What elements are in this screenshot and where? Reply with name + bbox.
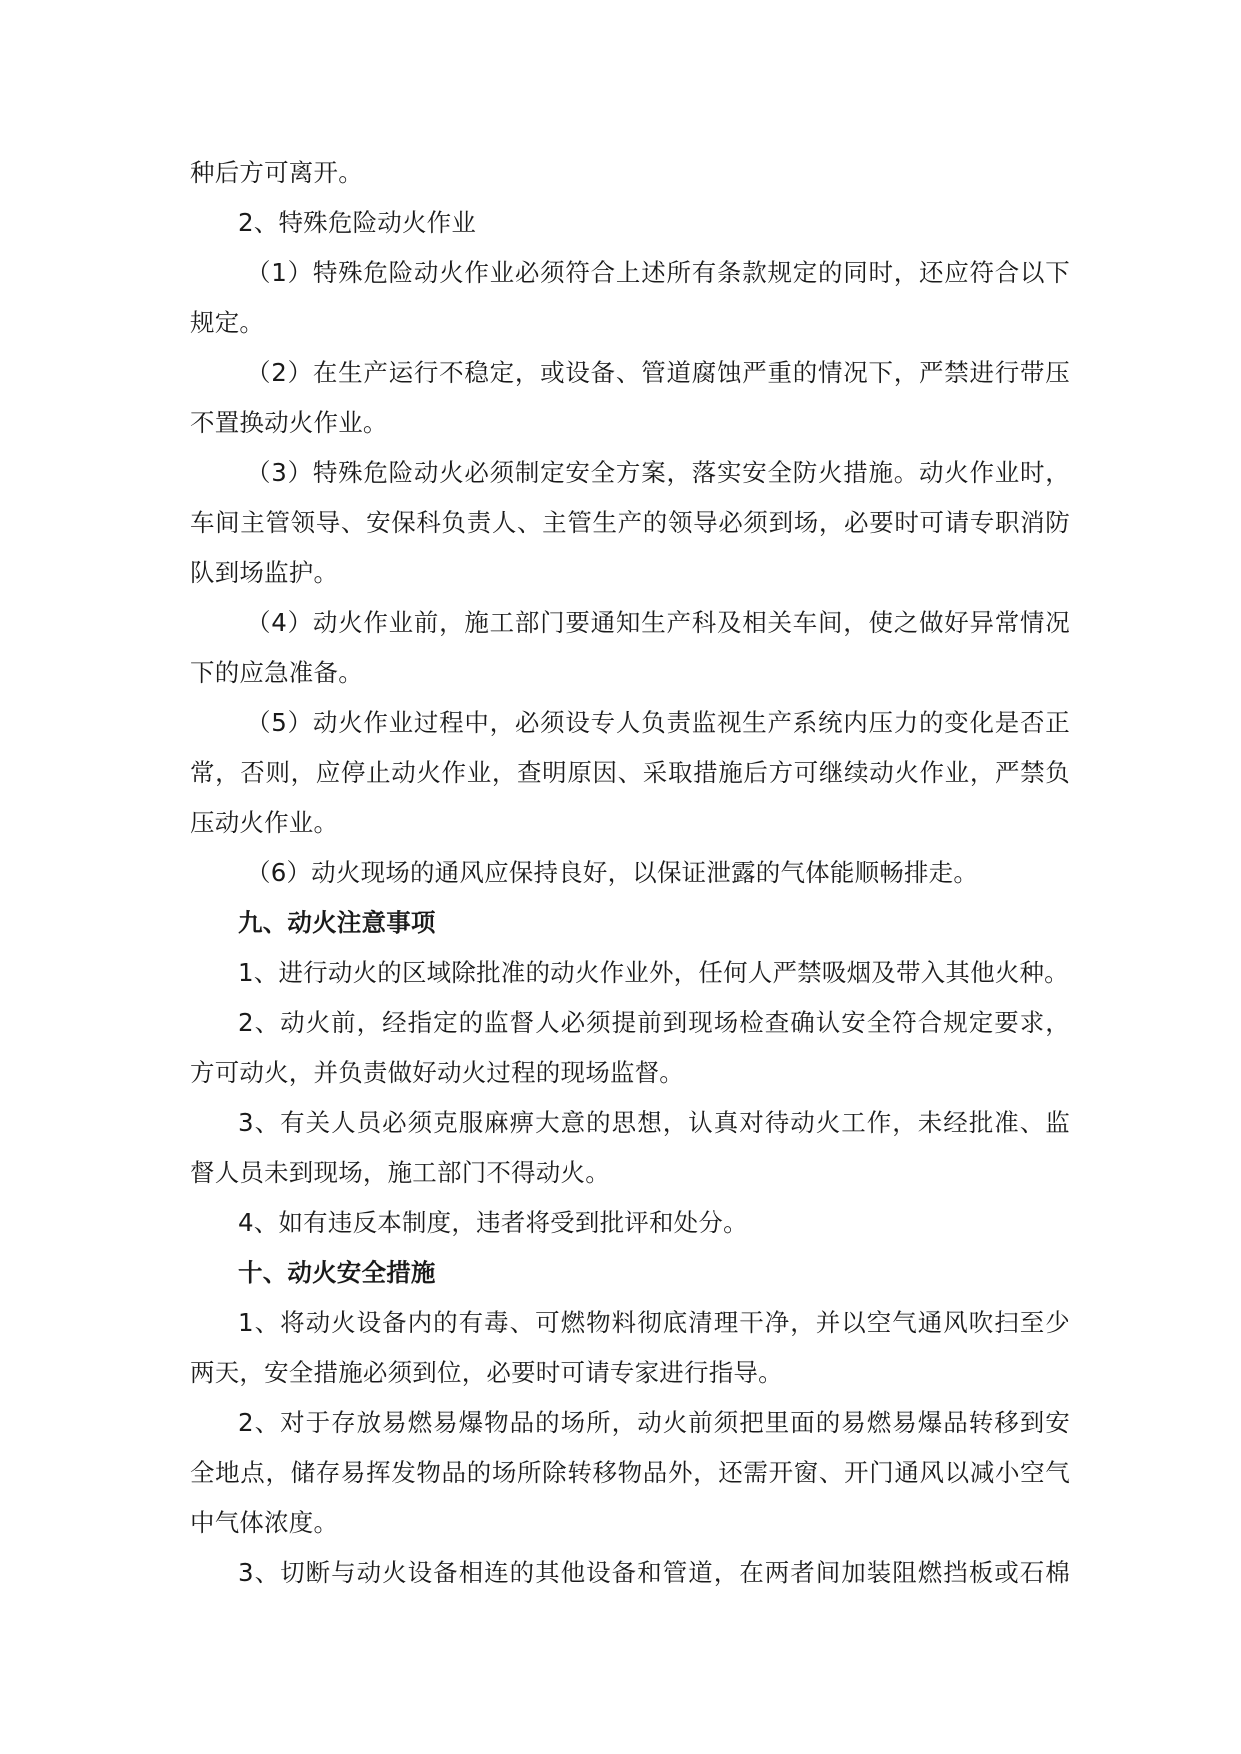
paragraph-line: （6）动火现场的通风应保持良好，以保证泄露的气体能顺畅排走。 — [246, 858, 979, 887]
paragraph-line: 常，否则，应停止动火作业，查明原因、采取措施后方可继续动火作业，严禁负 — [190, 758, 1070, 787]
paragraph-line: 车间主管领导、安保科负责人、主管生产的领导必须到场，必要时可请专职消防 — [190, 508, 1070, 537]
paragraph-line: 规定。 — [190, 308, 265, 337]
paragraph-line: 压动火作业。 — [190, 808, 339, 837]
subsection-heading: 2、特殊危险动火作业 — [238, 208, 477, 237]
paragraph-line: 下的应急准备。 — [190, 658, 363, 687]
continuation-line: 种后方可离开。 — [190, 158, 363, 187]
paragraph-line: 2、动火前，经指定的监督人必须提前到现场检查确认安全符合规定要求， — [238, 1008, 1070, 1037]
paragraph-line: 1、将动火设备内的有毒、可燃物料彻底清理干净，并以空气通风吹扫至少 — [238, 1308, 1070, 1337]
paragraph-line: 2、对于存放易燃易爆物品的场所，动火前须把里面的易燃易爆品转移到安 — [238, 1408, 1070, 1437]
paragraph-line: 1、进行动火的区域除批准的动火作业外，任何人严禁吸烟及带入其他火种。 — [238, 958, 1069, 987]
paragraph-line: 4、如有违反本制度，违者将受到批评和处分。 — [238, 1208, 748, 1237]
paragraph-line: 不置换动火作业。 — [190, 408, 388, 437]
paragraph-line: 3、有关人员必须克服麻痹大意的思想，认真对待动火工作，未经批准、监 — [238, 1108, 1070, 1137]
paragraph-line: 中气体浓度。 — [190, 1508, 339, 1537]
paragraph-line: 督人员未到现场，施工部门不得动火。 — [190, 1158, 610, 1187]
paragraph-line: 3、切断与动火设备相连的其他设备和管道，在两者间加装阻燃挡板或石棉 — [238, 1558, 1070, 1587]
paragraph-line: （1）特殊危险动火作业必须符合上述所有条款规定的同时，还应符合以下 — [246, 258, 1070, 287]
paragraph-line: 两天，安全措施必须到位，必要时可请专家进行指导。 — [190, 1358, 783, 1387]
paragraph-line: 队到场监护。 — [190, 558, 339, 587]
paragraph-line: （5）动火作业过程中，必须设专人负责监视生产系统内压力的变化是否正 — [246, 708, 1070, 737]
section-heading: 九、动火注意事项 — [238, 908, 436, 937]
paragraph-line: 全地点，储存易挥发物品的场所除转移物品外，还需开窗、开门通风以减小空气 — [190, 1458, 1070, 1487]
paragraph-line: 方可动火，并负责做好动火过程的现场监督。 — [190, 1058, 684, 1087]
paragraph-line: （4）动火作业前，施工部门要通知生产科及相关车间，使之做好异常情况 — [246, 608, 1070, 637]
paragraph-line: （3）特殊危险动火必须制定安全方案，落实安全防火措施。动火作业时， — [246, 458, 1070, 487]
paragraph-line: （2）在生产运行不稳定，或设备、管道腐蚀严重的情况下，严禁进行带压 — [246, 358, 1070, 387]
section-heading: 十、动火安全措施 — [238, 1258, 436, 1287]
